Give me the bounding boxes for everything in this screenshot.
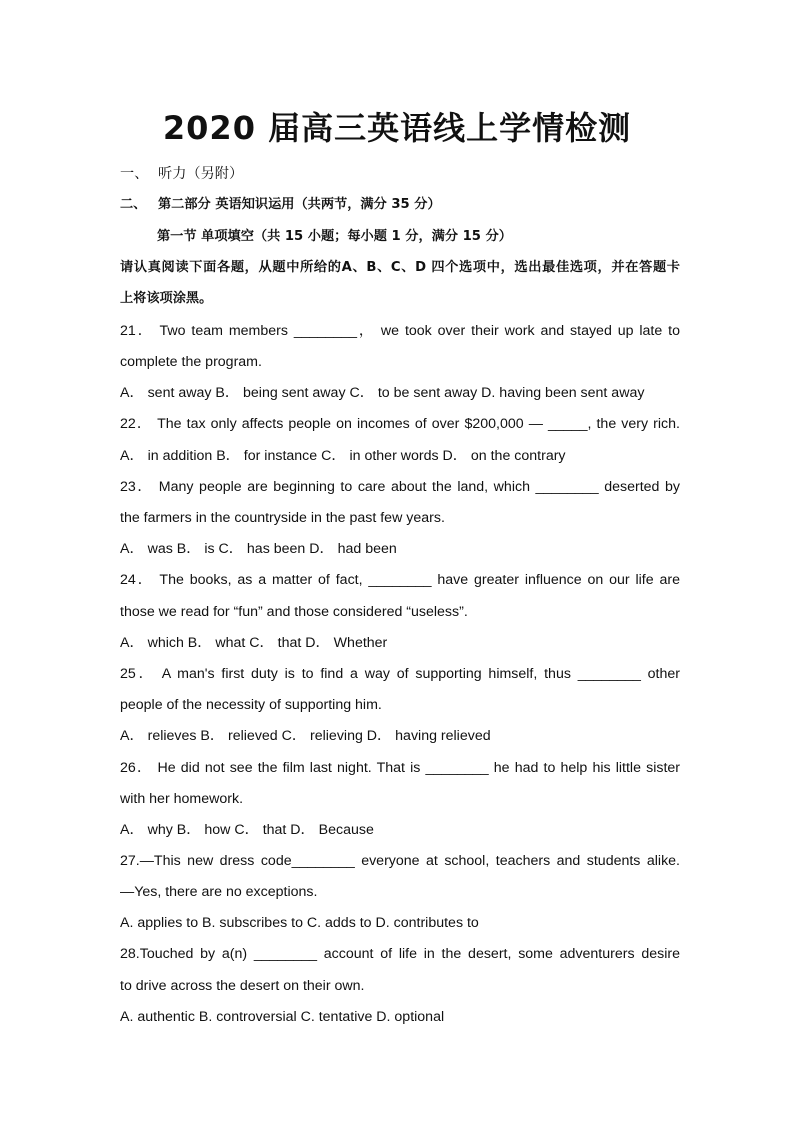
instructions-line: 请认真阅读下面各题，从题中所给的A、B、C、D 四个选项中，选出最佳选项，并在答题卡 <box>120 260 680 275</box>
question-21-stem: 21． Two team members ________， we took over their work and stayed up late to <box>120 323 680 339</box>
question-27-options: A. applies to B. subscribes to C. adds to D. contributes to <box>120 915 479 931</box>
question-21-stem: complete the program. <box>120 354 262 370</box>
question-26-stem: 26． He did not see the film last night. That is ________ he had to help his little sister <box>120 760 680 776</box>
page-title: 2020 届高三英语线上学情检测 <box>162 109 632 147</box>
section-listening <box>120 164 680 184</box>
section-text: 第二部分 英语知识运用（共两节，满分 35 分） <box>158 197 441 212</box>
subsection-heading: 第一节 单项填空（共 15 小题；每小题 1 分，满分 15 分） <box>157 229 512 244</box>
question-23-options: A． was B． is C． has been D． had been <box>120 541 397 557</box>
question-25-options: A． relieves B． relieved C． relieving D． having relieved <box>120 728 491 744</box>
question-26-options: A． why B． how C． that D． Because <box>120 822 374 838</box>
instructions-line: 上将该项涂黑。 <box>120 291 213 306</box>
question-22-stem: 22． The tax only affects people on incomes of over $200,000 — _____, the very rich. <box>120 416 680 432</box>
question-28-stem: 28.Touched by a(n) ________ account of life in the desert, some adventurers desire <box>120 946 680 962</box>
question-25-stem: people of the necessity of supporting him. <box>120 697 382 713</box>
section-number: 一、 <box>120 166 149 182</box>
question-23-stem: 23． Many people are beginning to care about the land, which ________ deserted by <box>120 479 680 495</box>
question-28-options: A. authentic B. controversial C. tentative D. optional <box>120 1009 445 1025</box>
question-27-stem: —Yes, there are no exceptions. <box>120 884 318 900</box>
question-21-options: A． sent away B． being sent away C． to be sent away D. having been sent away <box>120 385 645 401</box>
question-27-stem: 27.—This new dress code________ everyone at school, teachers and students alike. <box>120 853 680 869</box>
question-28-stem: to drive across the desert on their own. <box>120 978 365 994</box>
question-24-stem: those we read for “fun” and those considered “useless”. <box>120 604 468 620</box>
section-number: 二、 <box>120 197 147 212</box>
section-text: 听力（另附） <box>158 166 244 182</box>
question-24-options: A． which B． what C． that D． Whether <box>120 635 388 651</box>
question-24-stem: 24． The books, as a matter of fact, ________ have greater influence on our life are <box>120 572 680 588</box>
question-26-stem: with her homework. <box>120 791 244 807</box>
question-23-stem: the farmers in the countryside in the past few years. <box>120 510 445 526</box>
section-language-use <box>120 195 680 215</box>
question-25-stem: 25． A man's first duty is to find a way of supporting himself, thus ________ other <box>120 666 680 682</box>
question-22-options: A． in addition B． for instance C． in other words D． on the contrary <box>120 448 566 464</box>
